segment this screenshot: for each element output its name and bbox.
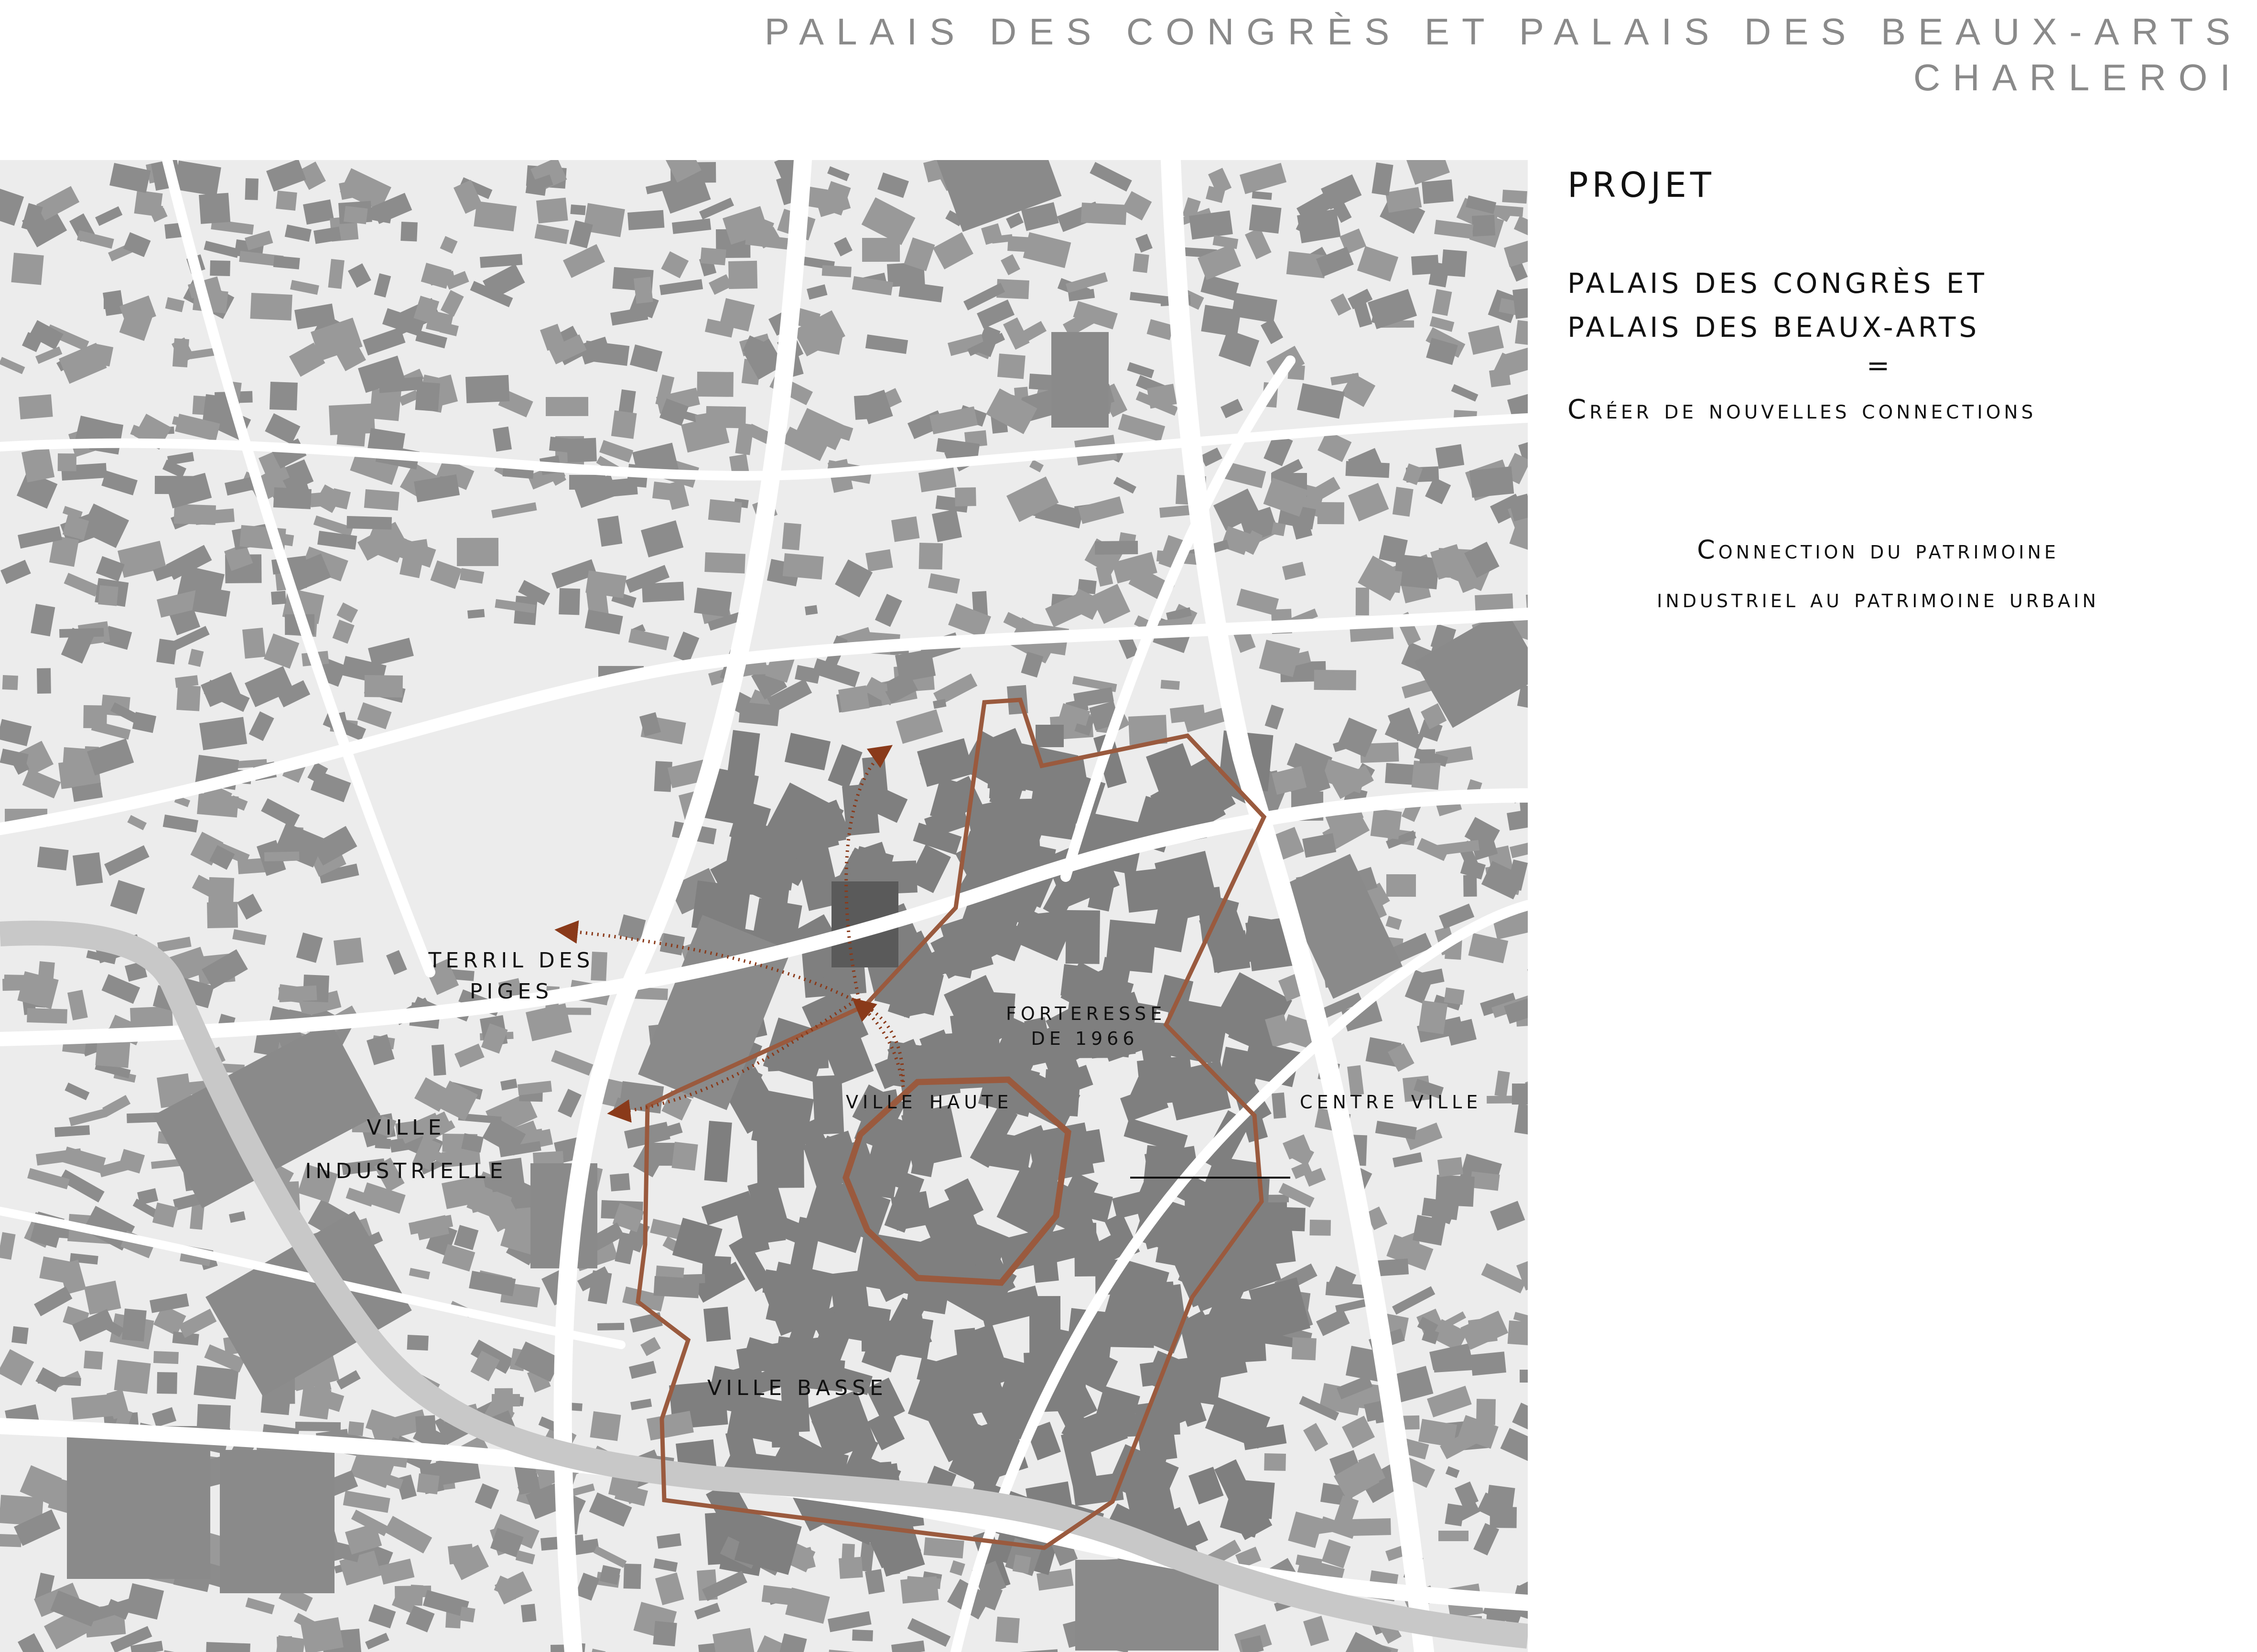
label-forteresse-line1: FORTERESSE (1006, 1003, 1166, 1024)
project-concept-line2: industriel au patrimoine urbain (1657, 583, 2099, 613)
header-line-2: CHARLEROI (1913, 56, 2243, 98)
label-industrielle-line1: VILLE (367, 1116, 446, 1140)
section-title: PROJET (1567, 165, 1715, 205)
label-forteresse (1006, 1003, 1164, 1049)
label-industrielle-line2: INDUSTRIELLE (305, 1159, 508, 1183)
project-concept (1567, 526, 2189, 623)
project-name (1567, 261, 2246, 349)
label-terril-des-piges (411, 948, 612, 1004)
label-ville-haute: ville haute (846, 1084, 1013, 1115)
label-forteresse-line2: DE 1966 (1031, 1028, 1139, 1049)
header-title (765, 9, 2243, 100)
project-name-line2: PALAIS DES BEAUX-ARTS (1567, 311, 1980, 343)
label-ville-industrielle (282, 1116, 530, 1183)
label-terril-line1: TERRIL DES (428, 948, 594, 973)
project-name-line1: PALAIS DES CONGRÈS ET (1567, 267, 1987, 300)
header-line-1: PALAIS DES CONGRÈS ET PALAIS DES BEAUX-ARTS (764, 11, 2243, 53)
label-ville-basse: VILLE BASSE (707, 1376, 887, 1400)
label-terril-line2: PIGES (469, 979, 553, 1004)
project-goal: Créer de nouvelles connections (1567, 394, 2037, 425)
city-map[interactable] (0, 160, 1528, 1652)
project-concept-line1: Connection du patrimoine (1697, 535, 2059, 565)
label-centre-ville: centre ville (1300, 1084, 1482, 1115)
project-description (1567, 160, 2246, 623)
equals-sign: = (1866, 349, 1890, 382)
map-drawing (0, 160, 1528, 1652)
